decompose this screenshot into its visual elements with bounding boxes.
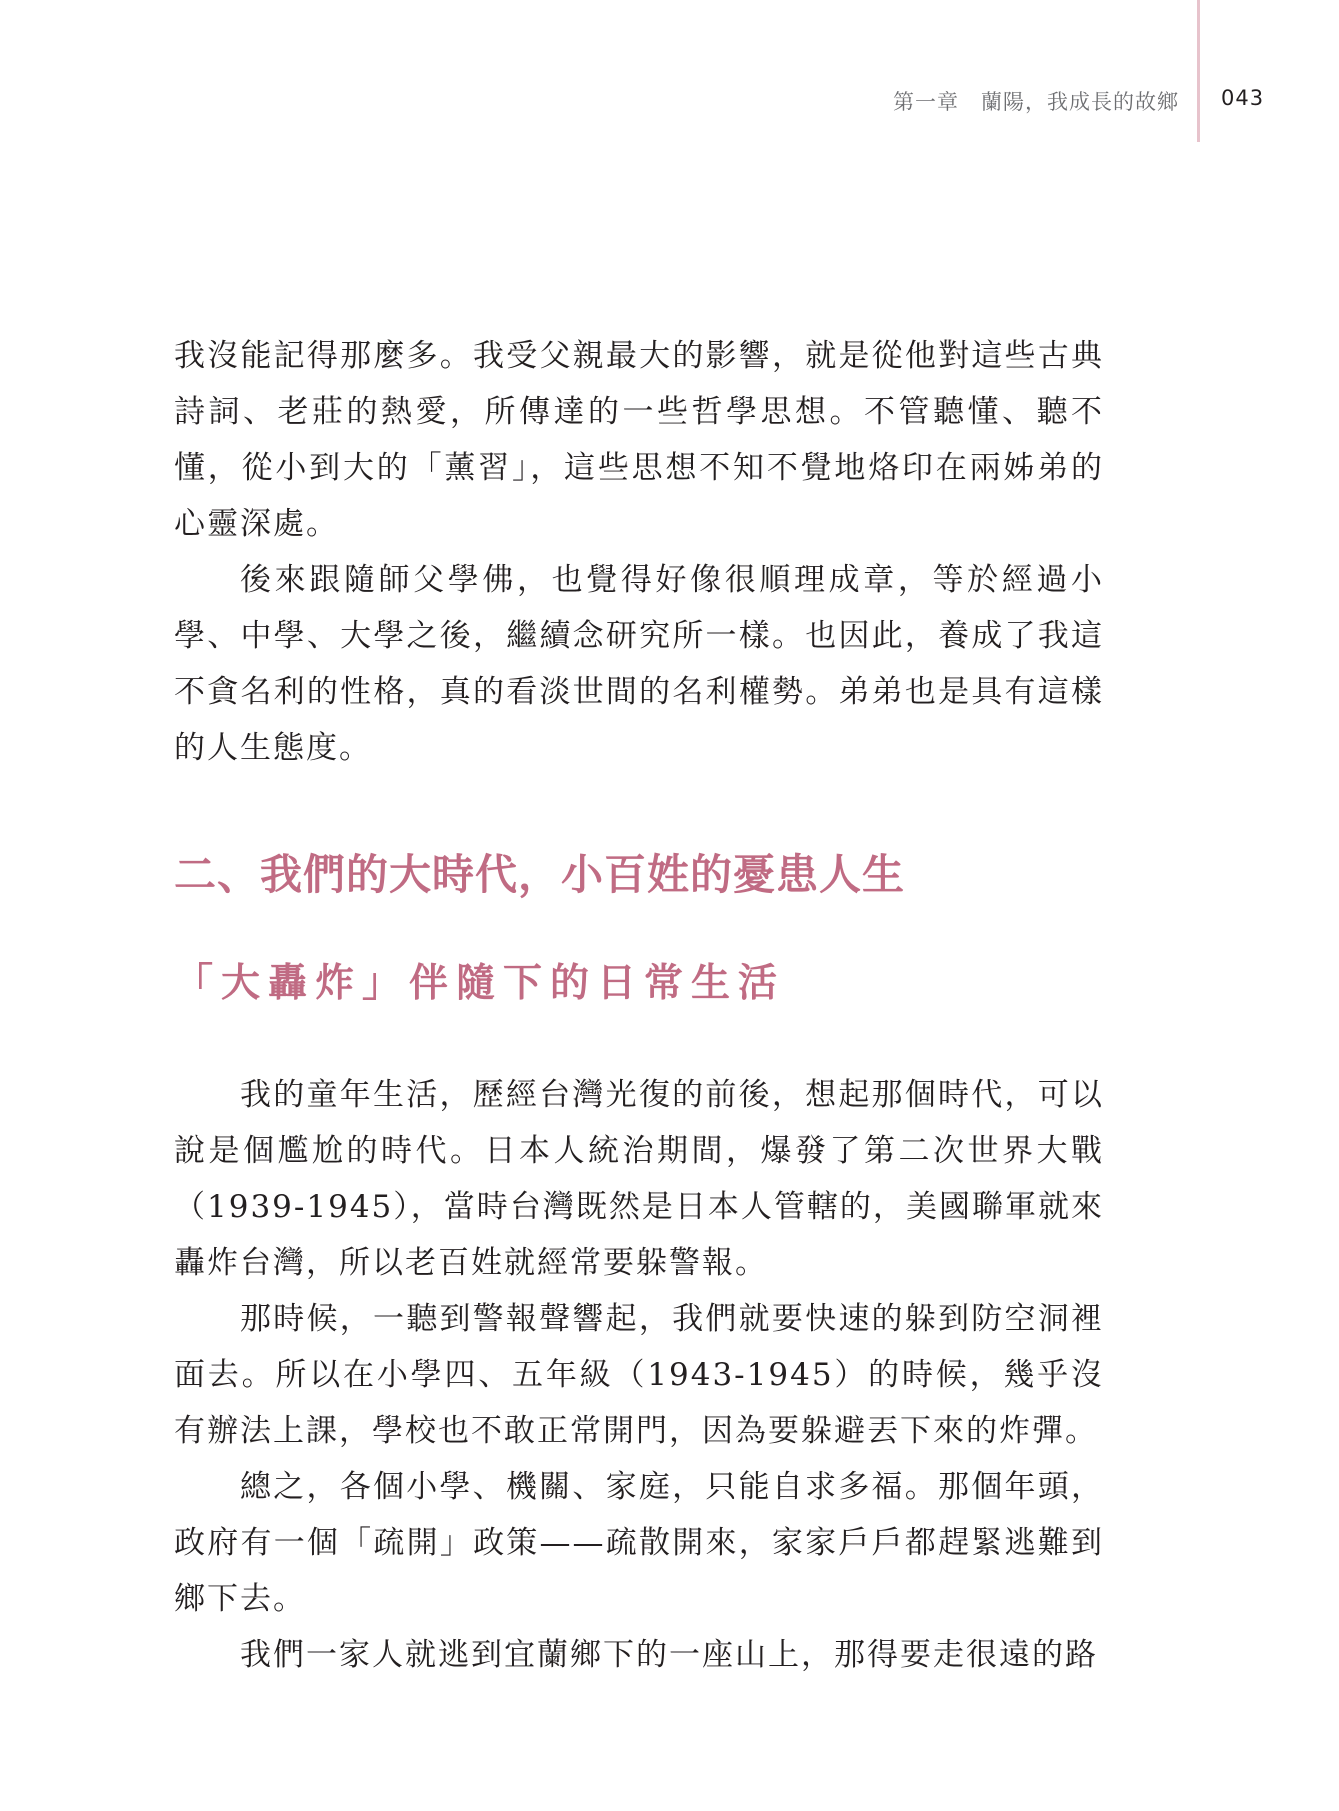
body-paragraph: 我們一家人就逃到宜蘭鄉下的一座山上，那得要走很遠的路	[240, 1637, 1098, 1673]
page-number: 043	[1221, 86, 1265, 110]
body-paragraph: 我的童年生活，歷經台灣光復的前後，想起那個時代，可以說是個尷尬的時代。日本人統治期間，爆發了第二次世界大戰（1939-1945），當時台灣既然是日本人管轄的，美國聯軍就來轟炸台灣，所以老百姓就經常要躲警報。	[174, 1077, 1104, 1281]
body-paragraph: 我沒能記得那麼多。我受父親最大的影響，就是從他對這些古典詩詞、老莊的熱愛，所傳達的一些哲學思想。不管聽懂、聽不懂，從小到大的「薰習」，這些思想不知不覺地烙印在兩姊弟的心靈深處。	[174, 338, 1104, 542]
page-body	[174, 328, 1104, 1683]
body-paragraph: 總之，各個小學、機關、家庭，只能自求多福。那個年頭，政府有一個「疏開」政策——疏散開來，家家戶戶都趕緊逃難到鄉下去。	[174, 1469, 1104, 1617]
running-head: 第一章 蘭陽，我成長的故鄉	[893, 90, 1179, 114]
subsection-title: 「大轟炸」伴隨下的日常生活	[174, 960, 786, 1006]
section-title: 二、我們的大時代，小百姓的憂患人生	[174, 850, 906, 899]
body-paragraph: 那時候，一聽到警報聲響起，我們就要快速的躲到防空洞裡面去。所以在小學四、五年級（1943-1945）的時候，幾乎沒有辦法上課，學校也不敢正常開門，因為要躲避丟下來的炸彈。	[174, 1301, 1104, 1449]
header-divider	[1197, 0, 1200, 142]
body-paragraph: 後來跟隨師父學佛，也覺得好像很順理成章，等於經過小學、中學、大學之後，繼續念研究所一樣。也因此，養成了我這不貪名利的性格，真的看淡世間的名利權勢。弟弟也是具有這樣的人生態度。	[174, 562, 1104, 766]
